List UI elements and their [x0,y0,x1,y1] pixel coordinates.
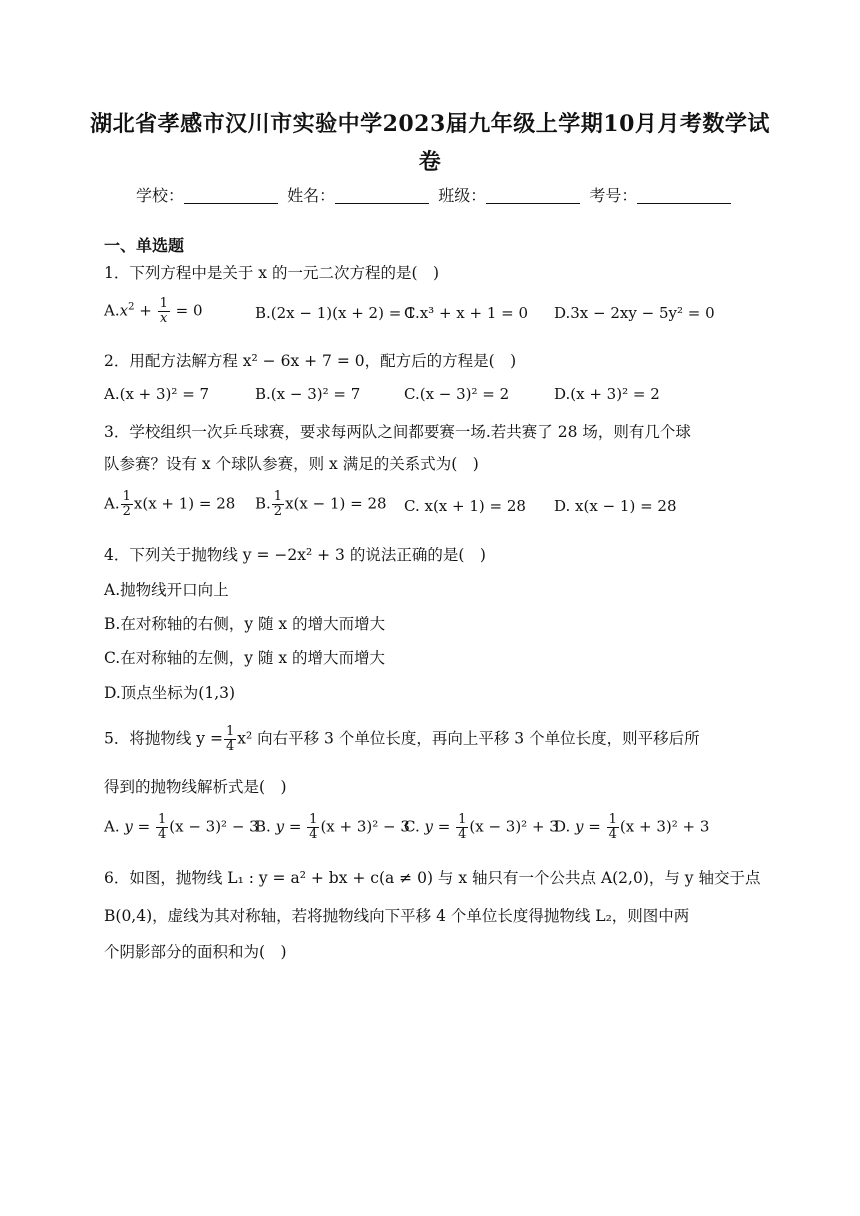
q3-a-tail: x(x + 1) = 28 [133,494,236,513]
q1-a-fraction: $\frac{1}{x}$ [159,296,168,326]
q3-option-b: B. $\frac{1}{2}$ x(x − 1) = 28 [255,489,387,519]
q2-stem: 2．用配方法解方程 x² − 6x + 7 = 0，配方后的方程是( ) [104,352,517,370]
q5-option-a: A. y = $\frac{1}{4}$ (x − 3)² − 3 [104,812,259,842]
q3-option-c: C. x(x + 1) = 28 [404,497,526,515]
exam-title-line2: 卷 [418,149,442,175]
q5-a-tail: (x − 3)² − 3 [169,817,259,836]
class-blank[interactable] [486,187,580,204]
class-label: 班级： [438,186,487,205]
q4-option-a: A.抛物线开口向上 [104,581,229,599]
q6-stem-line1: 6．如图，抛物线 L₁ : y = a² + bx + c(a ≠ 0) 与 x 轴只有一个公共点 A(2,0)，与 y 轴交于点 [104,869,761,887]
q5-option-d: D. y = $\frac{1}{4}$ (x + 3)² + 3 [554,812,710,842]
q2-option-b: B.(x − 3)² = 7 [255,385,361,403]
school-label: 学校： [136,186,185,205]
q1-stem: 1．下列方程中是关于 x 的一元二次方程的是( ) [104,264,440,282]
q3-a-fraction: $\frac{1}{2}$ [122,489,131,519]
q2-option-c: C.(x − 3)² = 2 [404,385,510,403]
q3-option-a: A. $\frac{1}{2}$ x(x + 1) = 28 [104,489,236,519]
name-label: 姓名： [287,186,336,205]
q4-option-b: B.在对称轴的右侧，y 随 x 的增大而增大 [104,615,386,633]
q5-fraction: $\frac{1}{4}$ [225,724,235,754]
q5-d-tail: (x + 3)² + 3 [619,817,710,836]
q5-b-tail: (x + 3)² − 3 [320,817,410,836]
q1-option-b: B.(2x − 1)(x + 2) = 1 [255,304,416,322]
number-blank[interactable] [637,187,731,204]
q1-option-a: $A.x^2$ + $\frac{1}{x}$ = 0 [104,296,203,326]
q1-option-d: D.3x − 2xy − 5y² = 0 [554,304,715,322]
q5-option-b: B. y = $\frac{1}{4}$ (x + 3)² − 3 [255,812,410,842]
q3-b-fraction: $\frac{1}{2}$ [273,489,283,519]
q3-b-tail: x(x − 1) = 28 [285,494,387,513]
q6-stem-line3: 个阴影部分的面积和为( ) [104,943,287,961]
student-info-row [136,183,735,206]
q3-option-d: D. x(x − 1) = 28 [554,497,677,515]
q4-stem: 4．下列关于抛物线 y = −2x² + 3 的说法正确的是( ) [104,546,486,564]
q3-stem-line1: 3．学校组织一次乒乓球赛，要求每两队之间都要赛一场.若共赛了 28 场，则有几个球 [104,423,691,441]
q5-a-fraction: $\frac{1}{4}$ [157,812,167,842]
q5-stem-post: x² 向右平移 3 个单位长度，再向上平移 3 个单位长度，则平移后所 [237,729,700,748]
q4-option-c: C.在对称轴的左侧，y 随 x 的增大而增大 [104,649,386,667]
q5-stem-pre: 5．将抛物线 y = [104,729,223,748]
exam-title-line1: 湖北省孝感市汉川市实验中学2023届九年级上学期10月月考数学试 [90,111,770,137]
q5-stem-line1 [104,725,700,754]
number-label: 考号： [589,186,638,205]
q1-a-text: = 0 [175,301,203,320]
q2-option-d: D.(x + 3)² = 2 [554,385,660,403]
q5-c-tail: (x − 3)² + 3 [469,817,559,836]
q5-b-fraction: $\frac{1}{4}$ [309,812,318,842]
section-heading: 一、单选题 [104,236,185,255]
q5-option-c: C. y = $\frac{1}{4}$ (x − 3)² + 3 [404,812,559,842]
q5-c-fraction: $\frac{1}{4}$ [458,812,467,842]
q5-d-fraction: $\frac{1}{4}$ [608,812,617,842]
school-blank[interactable] [184,187,278,204]
q1-option-c: C.x³ + x + 1 = 0 [404,304,529,322]
q2-option-a: A.(x + 3)² = 7 [104,385,210,403]
q3-stem-line2: 队参赛？设有 x 个球队参赛，则 x 满足的关系式为( ) [104,455,479,473]
q4-option-d: D.顶点坐标为(1,3) [104,684,236,702]
q1-a-prefix: A. [104,301,120,320]
name-blank[interactable] [335,187,429,204]
q5-stem-line2: 得到的抛物线解析式是( ) [104,778,287,796]
q6-stem-line2: B(0,4)，虚线为其对称轴，若将抛物线向下平移 4 个单位长度得抛物线 L₂，则图中两 [104,907,690,925]
